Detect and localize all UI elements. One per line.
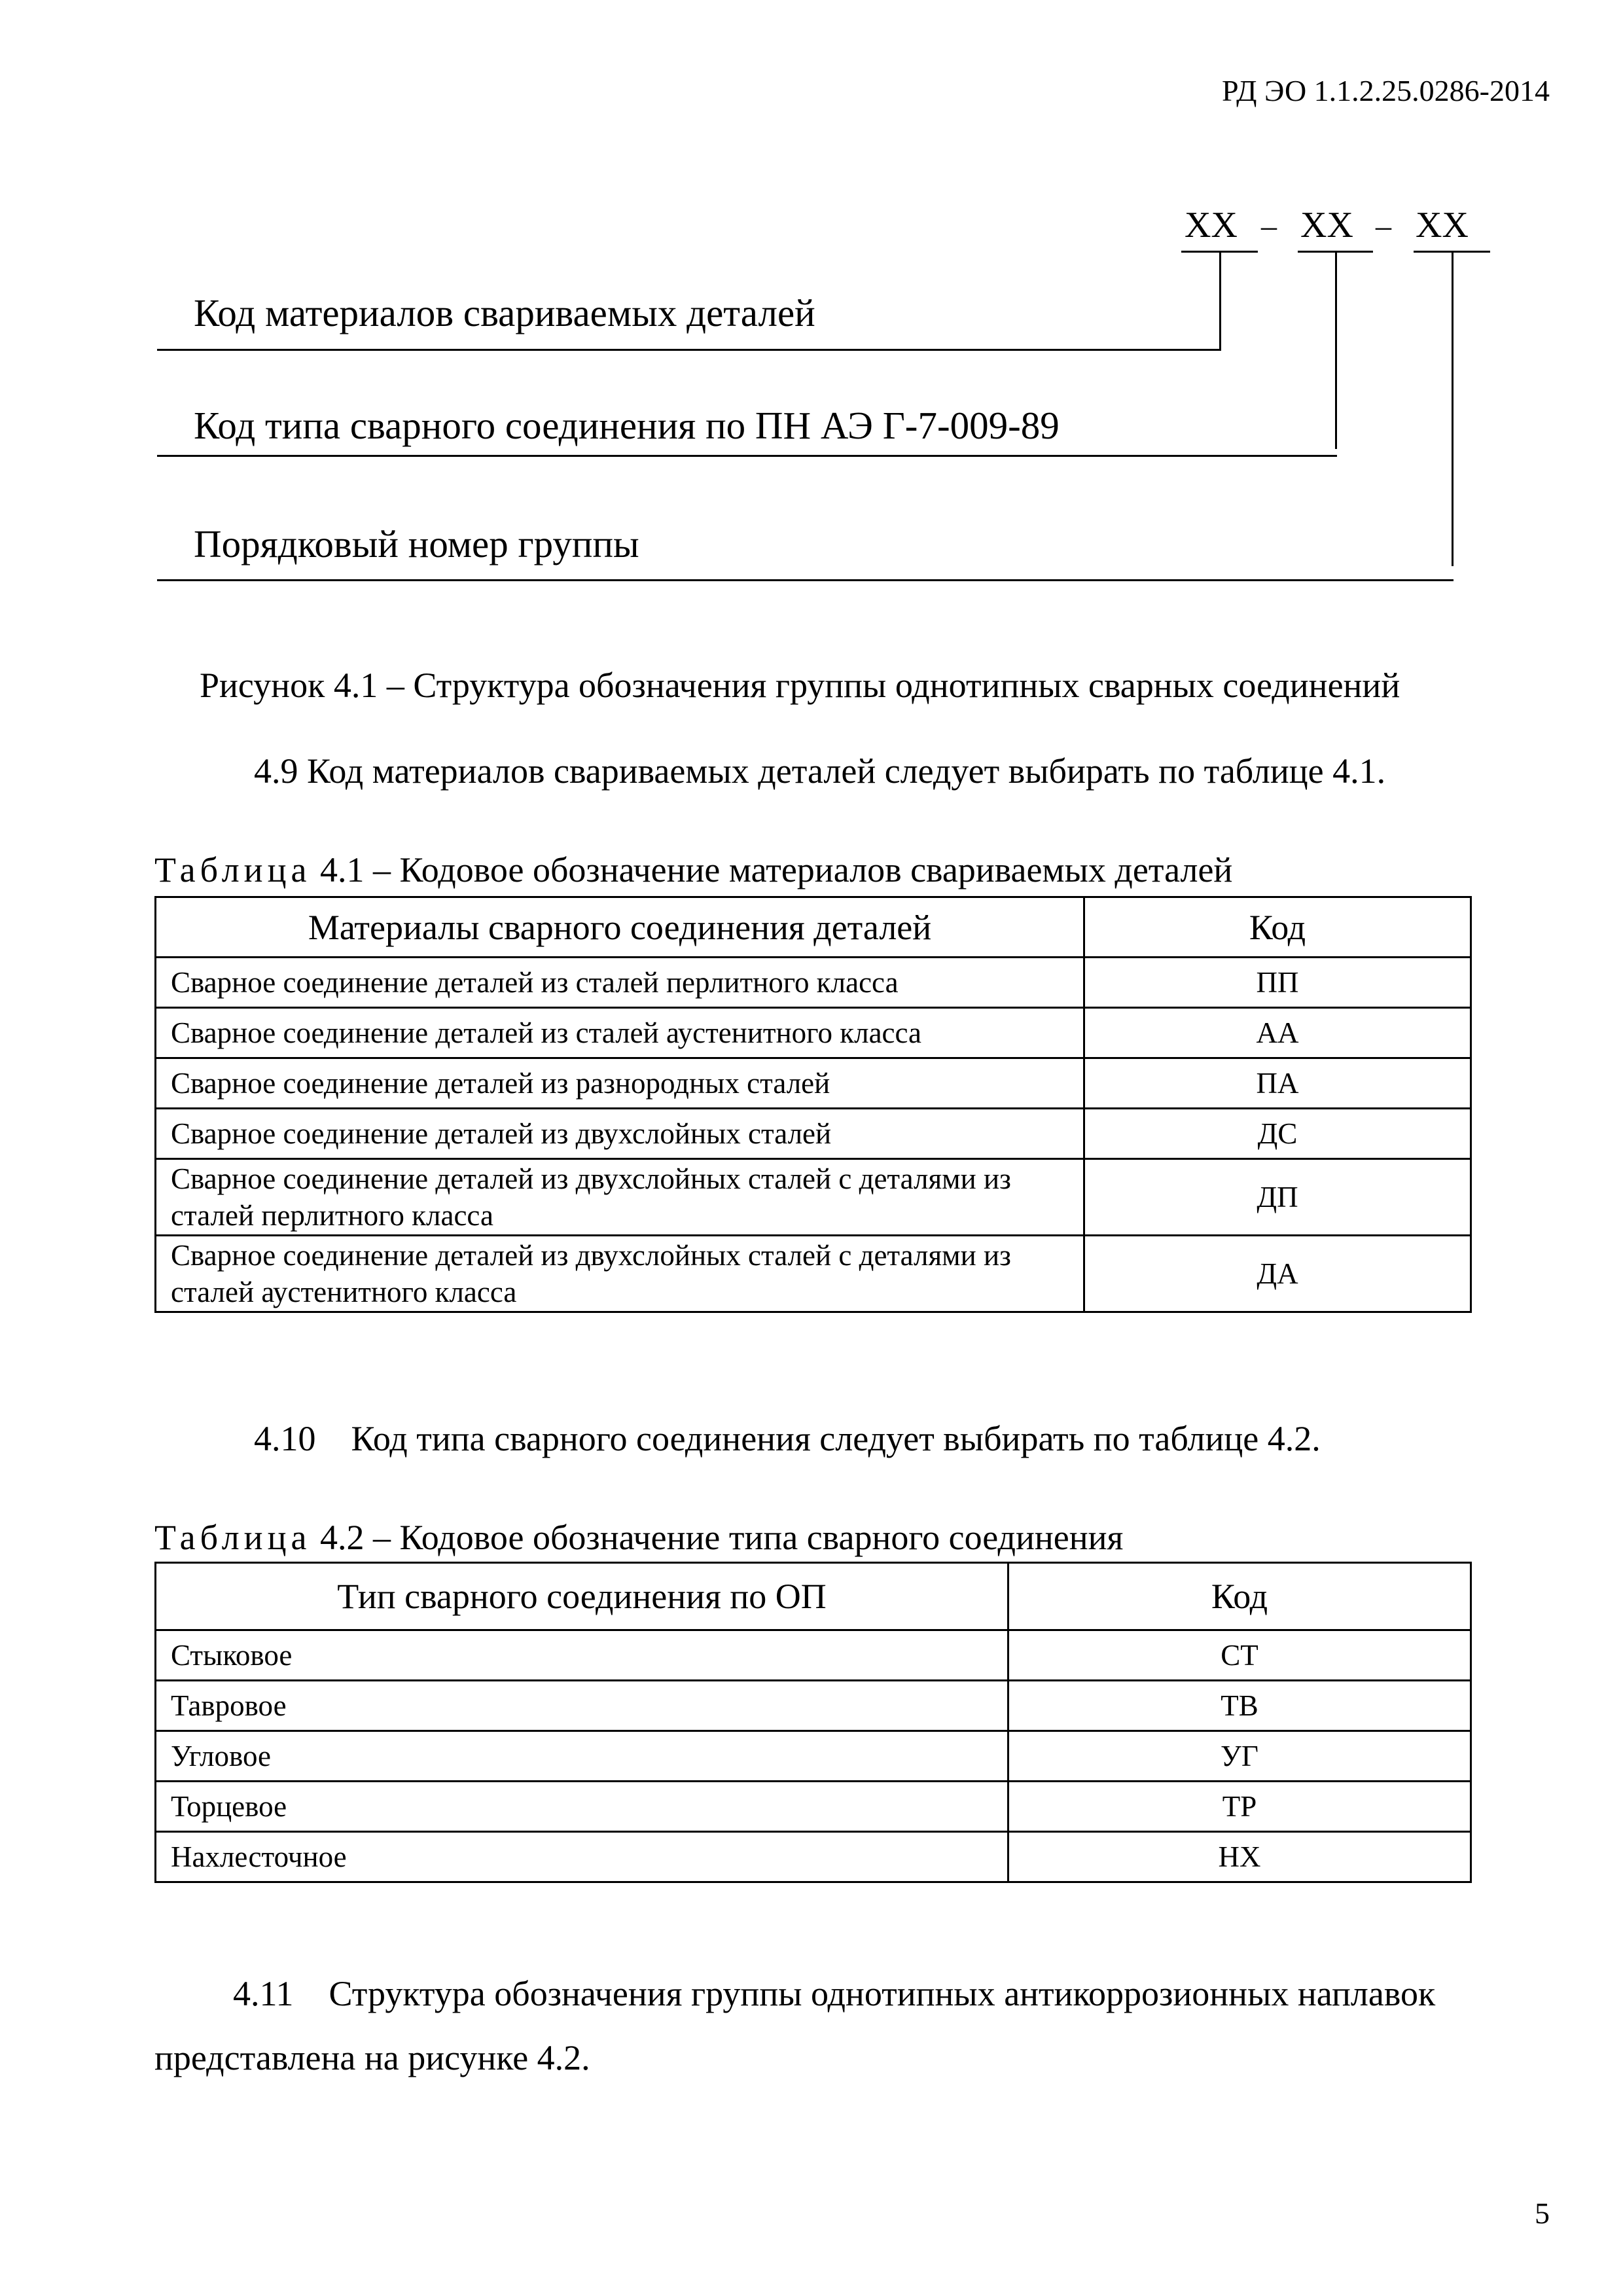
code-cell: ДА xyxy=(1084,1236,1471,1312)
code-part-2: ХХ xyxy=(1300,205,1353,245)
table2-caption xyxy=(154,1517,1123,1558)
table2-caption-text: 4.2 – Кодовое обозначение типа сварного соединения xyxy=(319,1518,1124,1557)
material-cell: Сварное соединение деталей из двухслойных сталей xyxy=(156,1109,1084,1159)
table-row xyxy=(156,1731,1471,1782)
figure-caption: Рисунок 4.1 – Структура обозначения группы однотипных сварных соединений xyxy=(200,666,1400,705)
table-row xyxy=(156,1630,1471,1681)
type-cell: Угловое xyxy=(156,1731,1008,1782)
table2-header-code: Код xyxy=(1008,1563,1471,1630)
code-part-3: ХХ xyxy=(1416,205,1469,245)
table-row xyxy=(156,1681,1471,1731)
code-cell: ТВ xyxy=(1008,1681,1471,1731)
baseline-3 xyxy=(157,579,1454,581)
paragraph-4-11-line-2: представлена на рисунке 4.2. xyxy=(154,2038,590,2077)
page-number: 5 xyxy=(1535,2197,1550,2230)
table-row xyxy=(156,1782,1471,1832)
table1-caption-text: 4.1 – Кодовое обозначение материалов свариваемых деталей xyxy=(319,850,1233,889)
code-separator-1: – xyxy=(1261,209,1277,243)
code-cell: АА xyxy=(1084,1008,1471,1058)
table2-header-type: Тип сварного соединения по ОП xyxy=(156,1563,1008,1630)
material-cell: Сварное соединение деталей из разнородных сталей xyxy=(156,1058,1084,1109)
table1-caption xyxy=(154,850,1232,890)
connector-2 xyxy=(1335,251,1337,449)
paragraph-4-10: 4.10 Код типа сварного соединения следует выбирать по таблице 4.2. xyxy=(254,1419,1321,1458)
code-cell: ПП xyxy=(1084,958,1471,1008)
table-row xyxy=(156,1236,1471,1312)
paragraph-4-9: 4.9 Код материалов свариваемых деталей следует выбирать по таблице 4.1. xyxy=(254,751,1386,791)
table-materials xyxy=(154,896,1472,1313)
code-cell: ТР xyxy=(1008,1782,1471,1832)
code-cell: ДС xyxy=(1084,1109,1471,1159)
code-cell: ДП xyxy=(1084,1159,1471,1236)
table-row xyxy=(156,958,1471,1008)
document-id: РД ЭО 1.1.2.25.0286-2014 xyxy=(1222,74,1550,107)
table-row xyxy=(156,1058,1471,1109)
table-row xyxy=(156,1109,1471,1159)
paragraph-4-11-line-1: 4.11 Структура обозначения группы однотипных антикоррозионных наплавок xyxy=(233,1974,1436,2013)
code-part-1: ХХ xyxy=(1185,205,1238,245)
table1-header-code: Код xyxy=(1084,897,1471,958)
material-cell: Сварное соединение деталей из двухслойных сталей с деталями из сталей аустенитного класса xyxy=(156,1236,1084,1312)
table1-caption-word: Таблица xyxy=(154,850,312,889)
connector-1 xyxy=(1219,251,1221,350)
type-cell: Стыковое xyxy=(156,1630,1008,1681)
material-cell: Сварное соединение деталей из сталей перлитного класса xyxy=(156,958,1084,1008)
table-joint-types xyxy=(154,1562,1472,1883)
connector-3 xyxy=(1452,251,1454,566)
table-row xyxy=(156,1159,1471,1236)
table2-caption-word: Таблица xyxy=(154,1518,312,1557)
label-group-number: Порядковый номер группы xyxy=(194,522,639,565)
material-cell: Сварное соединение деталей из сталей аустенитного класса xyxy=(156,1008,1084,1058)
table-row xyxy=(156,1832,1471,1882)
baseline-2 xyxy=(157,455,1337,457)
type-cell: Тавровое xyxy=(156,1681,1008,1731)
code-cell: НХ xyxy=(1008,1832,1471,1882)
code-cell: СТ xyxy=(1008,1630,1471,1681)
label-joint-type-code: Код типа сварного соединения по ПН АЭ Г-7-009-89 xyxy=(194,404,1060,447)
code-separator-2: – xyxy=(1376,209,1391,243)
material-cell: Сварное соединение деталей из двухслойных сталей с деталями из сталей перлитного класса xyxy=(156,1159,1084,1236)
type-cell: Торцевое xyxy=(156,1782,1008,1832)
baseline-1 xyxy=(157,349,1221,351)
table-row xyxy=(156,1008,1471,1058)
label-materials-code: Код материалов свариваемых деталей xyxy=(194,291,815,334)
code-cell: УГ xyxy=(1008,1731,1471,1782)
code-cell: ПА xyxy=(1084,1058,1471,1109)
type-cell: Нахлесточное xyxy=(156,1832,1008,1882)
table1-header-materials: Материалы сварного соединения деталей xyxy=(156,897,1084,958)
